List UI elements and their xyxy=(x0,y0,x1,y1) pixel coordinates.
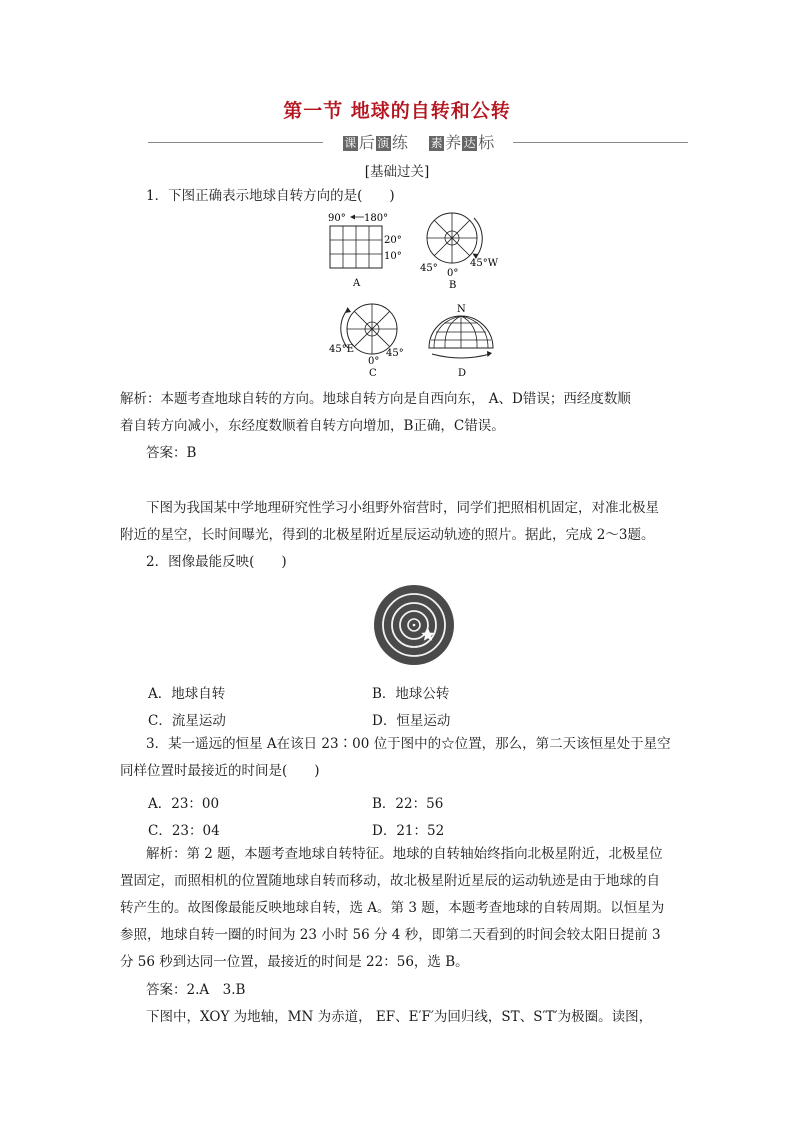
intro-line-2: 附近的星空，长时间曝光，得到的北极星附近星辰运动轨迹的照片。据此，完成 2～3题。 xyxy=(120,527,655,543)
fig-b-bottom-label: 0° xyxy=(447,268,459,279)
q2-option-c: C．流星运动 xyxy=(148,713,226,729)
next-question-intro: 下图中，XOY 为地轴，MN 为赤道， EF、E′F′为回归线，ST、S′T′为极圈。读图， xyxy=(146,1009,653,1025)
fig-c-label: C xyxy=(369,368,377,378)
analysis23-answer: 答案：2.A 3.B xyxy=(146,982,246,998)
q3-option-a: A．23：00 xyxy=(148,796,220,812)
q1-analysis-line-1: 解析：本题考查地球自转的方向。地球自转方向是自西向东， A、D错误；西经度数顺 xyxy=(120,391,631,407)
banner-char-hou: 后 xyxy=(358,133,375,152)
banner-box-da: 达 xyxy=(463,136,476,150)
banner-box-ke: 课 xyxy=(344,136,357,150)
analysis23-line-1: 解析：第 2 题，本题考查地球自转特征。地球的自转轴始终指向北极星附近，北极星位 xyxy=(146,846,663,862)
q3-option-b: B．22：56 xyxy=(372,796,444,812)
fig-a-arrow-head xyxy=(350,215,355,220)
fig-b-label: B xyxy=(449,280,457,291)
fig-a-top-left: 90° xyxy=(328,213,346,224)
q1-figure-b xyxy=(418,210,504,294)
q1-analysis-line-2: 着自转方向减小，东经度数顺着自转方向增加，B正确，C错误。 xyxy=(120,418,505,434)
fig-c-arrow-head xyxy=(345,307,351,313)
analysis23-line-2: 置固定，而照相机的位置随地球自转而移动，故北极星附近星辰的运动轨迹是由于地球的自 xyxy=(120,873,660,889)
fig-a-lat1: 20° xyxy=(384,235,402,246)
fig-c-right-label: 45° xyxy=(386,348,404,359)
fig-d-label: D xyxy=(458,368,467,378)
q1-figure-d xyxy=(424,302,500,378)
analysis23-line-3: 转产生的。故图像最能反映地球自转，选 A。第 3 题，本题考查地球的自转周期。以恒星为 xyxy=(120,900,665,916)
q3-option-d: D．21：52 xyxy=(372,823,445,839)
fig-b-left-label: 45° xyxy=(420,263,438,274)
banner-box-su: 素 xyxy=(430,136,443,150)
banner-box-yan: 演 xyxy=(377,136,390,150)
section-banner xyxy=(118,130,718,154)
q2-option-a: A．地球自转 xyxy=(148,686,226,702)
q2-stem: 2．图像最能反映( ) xyxy=(146,554,287,570)
fig-a-lat2: 10° xyxy=(384,251,402,262)
fig-b-right-label: 45°W xyxy=(470,258,499,269)
q1-figure-c xyxy=(326,302,412,378)
q3-option-c: C．23：04 xyxy=(148,823,220,839)
q1-figure-a xyxy=(318,206,418,290)
banner-char-lian: 练 xyxy=(391,133,408,152)
fig-a-label: A xyxy=(353,278,361,289)
fig-d-arrow-head xyxy=(487,351,492,357)
q3-stem-line-2: 同样位置时最接近的时间是( ) xyxy=(120,763,320,779)
intro-line-1: 下图为我国某中学地理研究性学习小组野外宿营时，同学们把照相机固定，对准北极星 xyxy=(146,500,659,516)
q2-option-d: D．恒星运动 xyxy=(372,713,451,729)
section-heading: [基础过关] xyxy=(364,164,430,180)
star-trail-photo xyxy=(370,584,458,666)
banner-char-biao: 标 xyxy=(478,133,495,152)
fig-c-left-label: 45°E xyxy=(329,344,355,355)
fig-d-rotation-arrow xyxy=(432,354,490,358)
analysis23-line-4: 参照，地球自转一圈的时间为 23 小时 56 分 4 秒，即第二天看到的时间会较太阳日提前 3 xyxy=(120,927,661,943)
polaris-dot xyxy=(413,624,416,627)
fig-a-top-right: 180° xyxy=(364,213,389,224)
q1-answer: 答案：B xyxy=(146,445,197,461)
fig-c-bottom-label: 0° xyxy=(368,356,380,367)
page-title: 第一节 地球的自转和公转 xyxy=(283,100,511,122)
q2-option-b: B．地球公转 xyxy=(372,686,450,702)
analysis23-line-5: 分 56 秒到达同一位置，最接近的时间是 22：56，选 B。 xyxy=(120,954,469,970)
q3-stem-line-1: 3．某一遥远的恒星 A在该日 23∶00 位于图中的☆位置，那么，第二天该恒星处于星空 xyxy=(146,736,671,752)
fig-b-rotation-arrow xyxy=(474,218,482,257)
banner-char-yang: 养 xyxy=(445,133,462,152)
q1-stem: 1．下图正确表示地球自转方向的是( ) xyxy=(146,188,395,204)
banner-text xyxy=(118,130,718,153)
fig-d-north-label: N xyxy=(457,304,466,315)
